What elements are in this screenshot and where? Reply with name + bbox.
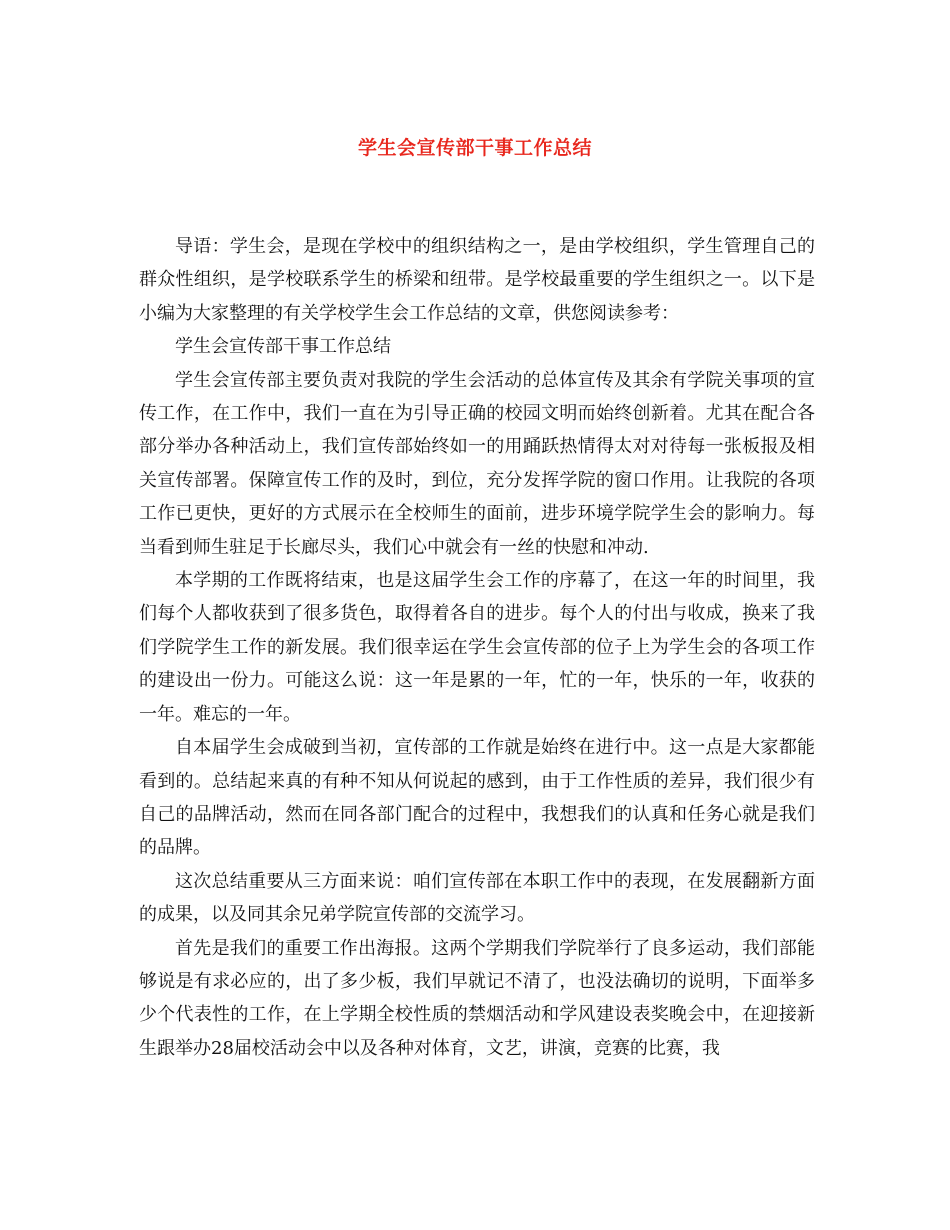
paragraph: 首先是我们的重要工作出海报。这两个学期我们学院举行了良多运动，我们部能够说是有求必应的，出了多少板，我们早就记不清了，也没法确切的说明，下面举多少个代表性的工作，在上学期全校性质的禁烟活动和学风建设表奖晚会中，在迎接新生跟举办28届校活动会中以及各种对体育，文艺，讲演，竞赛的比赛，我 bbox=[139, 937, 815, 1059]
paragraph: 学生会宣传部主要负责对我院的学生会活动的总体宣传及其余有学院关事项的宣传工作，在工作中，我们一直在为引导正确的校园文明而始终创新着。尤其在配合各部分举办各种活动上，我们宣传部始终如一的用踊跃热情得太对对待每一张板报及相关宣传部署。保障宣传工作的及时，到位，充分发挥学院的窗口作用。让我院的各项工作已更快，更好的方式展示在全校师生的面前，进步环境学院学生会的影响力。每当看到师生驻足于长廊尽头，我们心中就会有一丝的快慰和冲动. bbox=[139, 369, 815, 558]
document-title: 学生会宣传部干事工作总结 bbox=[357, 137, 592, 159]
paragraph: 自本届学生会成破到当初，宣传部的工作就是始终在进行中。这一点是大家都能看到的。总结起来真的有种不知从何说起的感到，由于工作性质的差异，我们很少有自己的品牌活动，然而在同各部门配合的过程中，我想我们的认真和任务心就是我们的品牌。 bbox=[139, 737, 815, 859]
paragraph: 这次总结重要从三方面来说：咱们宣传部在本职工作中的表现，在发展翻新方面的成果，以及同其余兄弟学院宣传部的交流学习。 bbox=[139, 870, 815, 926]
paragraph-intro: 导语：学生会，是现在学校中的组织结构之一，是由学校组织，学生管理自己的群众性组织，是学校联系学生的桥梁和纽带。是学校最重要的学生组织之一。以下是小编为大家整理的有关学校学生会工作总结的文章，供您阅读参考： bbox=[139, 236, 815, 324]
paragraph: 本学期的工作既将结束，也是这届学生会工作的序幕了，在这一年的时间里，我们每个人都收获到了很多货色，取得着各自的进步。每个人的付出与收成，换来了我们学院学生工作的新发展。我们很幸运在学生会宣传部的位子上为学生会的各项工作的建设出一份力。可能这么说：这一年是累的一年，忙的一年，快乐的一年，收获的一年。难忘的一年。 bbox=[139, 570, 815, 725]
paragraph-subtitle: 学生会宣传部干事工作总结 bbox=[175, 336, 391, 358]
document-body bbox=[139, 230, 815, 1065]
